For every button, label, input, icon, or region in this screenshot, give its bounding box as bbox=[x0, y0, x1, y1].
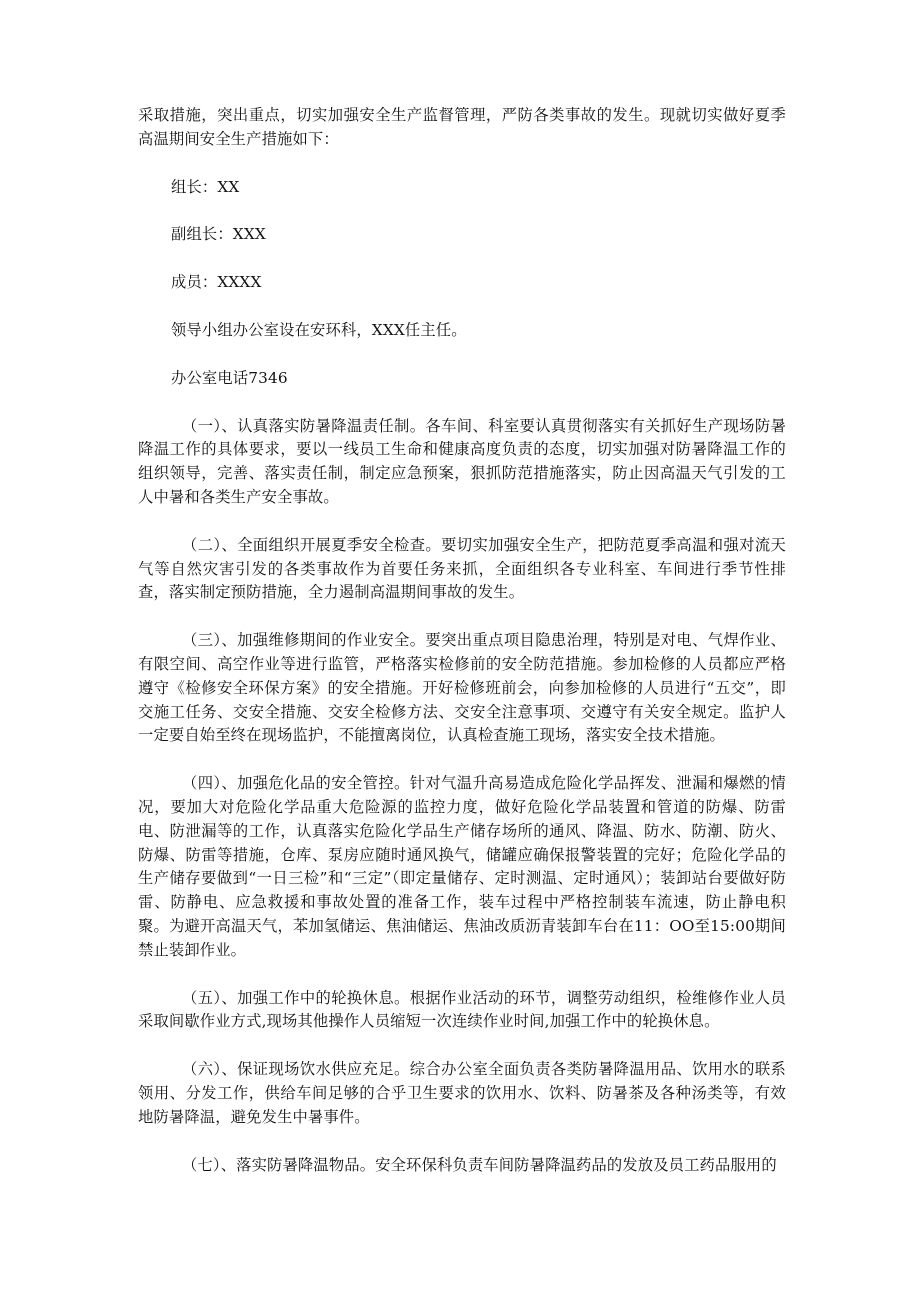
section-2-paragraph: （二）、全面组织开展夏季安全检查。要切实加强安全生产，把防范夏季高温和强对流天气等自然灾害引发的各类事故作为首要任务来抓，全面组织各专业科室、车间进行季节性排查，落实制定预防措施，全力遏制高温期间事故的发生。 bbox=[138, 535, 786, 602]
document-page bbox=[138, 104, 786, 1177]
section-3-paragraph: （三）、加强维修期间的作业安全。要突出重点项目隐患治理，特别是对电、气焊作业、有限空间、高空作业等进行监管，严格落实检修前的安全防范措施。参加检修的人员都应严格遵守《检修安全环保方案》的安全措施。开好检修班前会，向参加检修的人员进行“五交”，即交施工任务、交安全措施、交安全检修方法、交安全注意事项、交遵守有关安全规定。监护人一定要自始至终在现场监护，不能擅离岗位，认真检查施工现场，落实安全技术措施。 bbox=[138, 631, 786, 745]
section-6-paragraph: （六）、保证现场饮水供应充足。综合办公室全面负责各类防暑降温用品、饮用水的联系领用、分发工作，供给车间足够的合乎卫生要求的饮用水、饮料、防暑茶及各种汤类等，有效地防暑降温，避免发生中暑事件。 bbox=[138, 1060, 786, 1126]
section-5-paragraph: （五）、加强工作中的轮换休息。根据作业活动的环节，调整劳动组织，检维修作业人员采取间歇作业方式,现场其他操作人员缩短一次连续作业时间,加强工作中的轮换休息。 bbox=[138, 988, 786, 1031]
section-7-paragraph: （七）、落实防暑降温物品。安全环保科负责车间防暑降温药品的发放及员工药品服用的 bbox=[182, 1155, 777, 1174]
intro-paragraph: 采取措施，突出重点，切实加强安全生产监督管理，严防各类事故的发生。现就切实做好夏季高温期间安全生产措施如下： bbox=[138, 106, 786, 148]
office-location-line: 领导小组办公室设在安环科，XXX任主任。 bbox=[171, 320, 467, 339]
deputy-leader-line: 副组长：XXX bbox=[171, 225, 266, 244]
members-line: 成员：XXXX bbox=[171, 273, 262, 292]
group-leader-line: 组长：XX bbox=[171, 177, 240, 196]
section-4-paragraph: （四）、加强危化品的安全管控。针对气温升高易造成危险化学品挥发、泄漏和爆燃的情况，要加大对危险化学品重大危险源的监控力度，做好危险化学品装置和管道的防爆、防雷电、防泄漏等的工作，认真落实危险化学品生产储存场所的通风、降温、防水、防潮、防火、防爆、防雷等措施，仓库、泵房应随时通风换气，储罐应确保报警装置的完好；危险化学品的生产储存要做到“一日三检”和“三定”（即定量储存、定时测温、定时通风）；装卸站台要做好防雷、防静电、应急救援和事故处置的准备工作，装车过程中严格控制装车流速，防止静电积聚。为避开高温天气，苯加氢储运、焦油储运、焦油改质沥青装卸车台在11：OO至15:00期间禁止装卸作业。 bbox=[138, 774, 786, 959]
office-phone-line: 办公室电话7346 bbox=[171, 368, 288, 387]
section-1-paragraph: （一）、认真落实防暑降温责任制。各车间、科室要认真贯彻落实有关抓好生产现场防暑降温工作的具体要求，要以一线员工生命和健康高度负责的态度，切实加强对防暑降温工作的组织领导，完善、落实责任制，制定应急预案，狠抓防范措施落实，防止因高温天气引发的工人中暑和各类生产安全事故。 bbox=[138, 416, 786, 506]
